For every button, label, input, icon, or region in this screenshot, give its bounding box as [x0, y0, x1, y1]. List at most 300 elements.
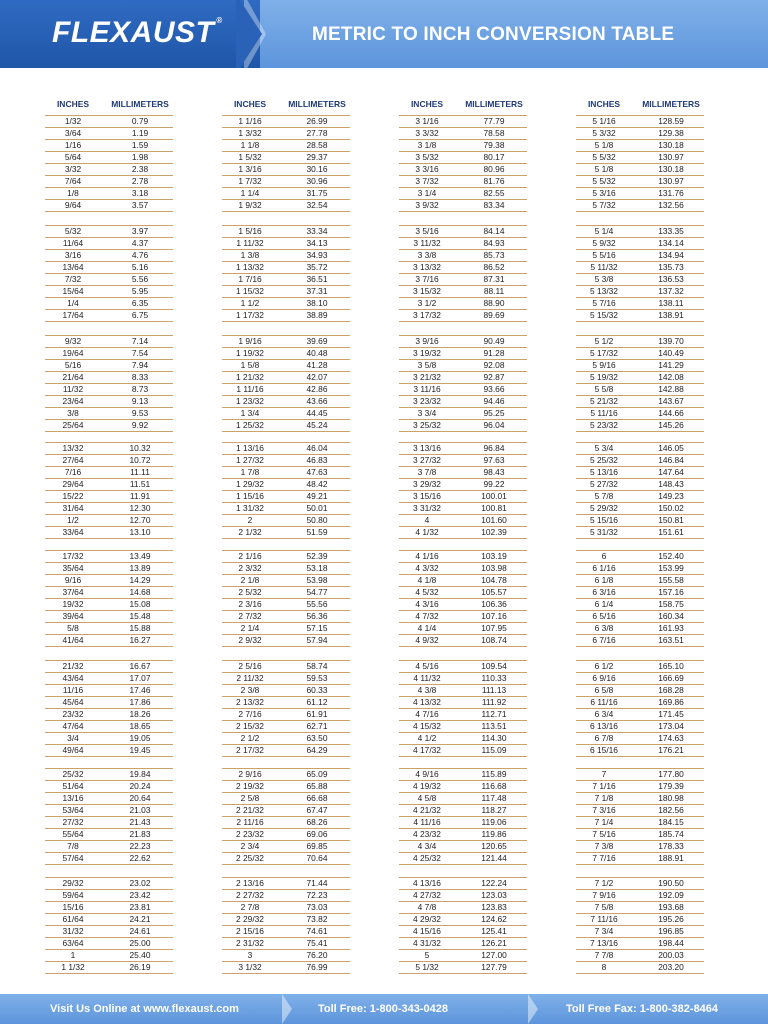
inches-cell: 2 7/32 [238, 611, 262, 621]
millimeters-cell: 107.95 [481, 623, 507, 633]
table-row [576, 709, 704, 721]
inches-cell: 57/64 [62, 853, 84, 863]
millimeters-cell: 9.53 [131, 408, 149, 418]
inches-cell: 5 9/16 [592, 360, 616, 370]
inches-cell: 4 21/32 [413, 805, 441, 815]
millimeters-cell: 13.10 [129, 527, 151, 537]
table-group [45, 660, 173, 757]
millimeters-cell: 196.85 [658, 926, 684, 936]
inches-cell: 2 19/32 [236, 781, 264, 791]
inches-cell: 5 3/8 [594, 274, 614, 284]
table-row [45, 599, 173, 611]
inches-cell: 21/32 [62, 661, 84, 671]
table-row [45, 853, 173, 865]
inches-cell: 1 7/16 [238, 274, 262, 284]
header-millimeters: MILLIMETERS [111, 99, 169, 109]
millimeters-cell: 46.04 [306, 443, 328, 453]
inches-cell: 5 1/16 [592, 116, 616, 126]
millimeters-cell: 24.61 [129, 926, 151, 936]
table-row [45, 372, 173, 384]
millimeters-cell: 11.91 [129, 491, 151, 501]
table-row [399, 611, 527, 623]
millimeters-cell: 100.81 [481, 503, 507, 513]
millimeters-cell: 178.33 [658, 841, 684, 851]
table-row [45, 660, 173, 673]
table-row [399, 335, 527, 348]
inches-cell: 6 3/16 [592, 587, 616, 597]
table-row [45, 262, 173, 274]
table-row [222, 550, 350, 563]
millimeters-cell: 108.74 [481, 635, 507, 645]
table-row [222, 938, 350, 950]
millimeters-cell: 127.00 [481, 950, 507, 960]
millimeters-cell: 76.99 [306, 962, 328, 972]
millimeters-cell: 126.21 [481, 938, 507, 948]
table-row [576, 128, 704, 140]
millimeters-cell: 188.91 [658, 853, 684, 863]
millimeters-cell: 41.28 [306, 360, 328, 370]
inches-cell: 3 13/16 [413, 443, 441, 453]
millimeters-cell: 112.71 [481, 709, 507, 719]
inches-cell: 6 9/16 [592, 673, 616, 683]
millimeters-cell: 12.30 [129, 503, 151, 513]
inches-cell: 43/64 [62, 673, 84, 683]
inches-cell: 55/64 [62, 829, 84, 839]
footer-arrow-1 [282, 994, 292, 1024]
millimeters-cell: 34.13 [306, 238, 328, 248]
millimeters-cell: 34.93 [306, 250, 328, 260]
inches-cell: 4 25/32 [413, 853, 441, 863]
millimeters-cell: 174.63 [658, 733, 684, 743]
inches-cell: 4 1/2 [417, 733, 437, 743]
millimeters-cell: 88.11 [483, 286, 505, 296]
inches-cell: 3 5/16 [415, 226, 439, 236]
table-row [45, 793, 173, 805]
millimeters-cell: 69.85 [306, 841, 328, 851]
millimeters-cell: 168.28 [658, 685, 684, 695]
millimeters-cell: 15.48 [129, 611, 151, 621]
inches-cell: 5 1/4 [594, 226, 614, 236]
table-row [399, 962, 527, 974]
millimeters-cell: 7.94 [131, 360, 149, 370]
inches-cell: 3 19/32 [413, 348, 441, 358]
table-row [399, 575, 527, 587]
table-group [45, 877, 173, 974]
table-row [576, 262, 704, 274]
millimeters-cell: 130.97 [658, 152, 684, 162]
inches-cell: 29/32 [62, 878, 84, 888]
inches-cell: 6 7/16 [592, 635, 616, 645]
table-row [45, 515, 173, 527]
millimeters-cell: 55.56 [306, 599, 328, 609]
inches-cell: 7/16 [64, 467, 82, 477]
millimeters-cell: 140.49 [658, 348, 684, 358]
footer-website[interactable]: Visit Us Online at www.flexaust.com [50, 1003, 239, 1015]
inches-cell: 3/64 [64, 128, 82, 138]
table-row [222, 902, 350, 914]
inches-cell: 6 5/8 [594, 685, 614, 695]
table-row [45, 635, 173, 647]
inches-cell: 4 7/16 [415, 709, 439, 719]
millimeters-cell: 109.54 [481, 661, 507, 671]
table-row [222, 587, 350, 599]
millimeters-cell: 122.24 [481, 878, 507, 888]
table-row [576, 442, 704, 455]
millimeters-cell: 103.98 [481, 563, 507, 573]
table-row [222, 721, 350, 733]
table-row [576, 623, 704, 635]
millimeters-cell: 148.43 [658, 479, 684, 489]
millimeters-cell: 124.62 [481, 914, 507, 924]
millimeters-cell: 73.03 [306, 902, 328, 912]
millimeters-cell: 19.45 [129, 745, 151, 755]
millimeters-cell: 4.76 [131, 250, 149, 260]
inches-cell: 5 21/32 [590, 396, 618, 406]
header-millimeters: MILLIMETERS [465, 99, 523, 109]
inches-cell: 2 9/32 [238, 635, 262, 645]
inches-cell: 45/64 [62, 697, 84, 707]
inches-cell: 3 31/32 [413, 503, 441, 513]
inches-cell: 3 17/32 [413, 310, 441, 320]
header-millimeters: MILLIMETERS [642, 99, 700, 109]
table-row [399, 467, 527, 479]
millimeters-cell: 28.58 [306, 140, 328, 150]
inches-cell: 5 3/16 [592, 188, 616, 198]
inches-cell: 1 3/8 [240, 250, 260, 260]
inches-cell: 7/64 [64, 176, 82, 186]
millimeters-cell: 6.35 [131, 298, 149, 308]
table-row [576, 611, 704, 623]
table-row [576, 563, 704, 575]
millimeters-cell: 143.67 [658, 396, 684, 406]
inches-cell: 49/64 [62, 745, 84, 755]
inches-cell: 7 3/4 [594, 926, 614, 936]
table-row [399, 902, 527, 914]
inches-cell: 1 31/32 [236, 503, 264, 513]
table-row [222, 611, 350, 623]
millimeters-cell: 79.38 [483, 140, 505, 150]
table-row [576, 817, 704, 829]
millimeters-cell: 177.80 [658, 769, 684, 779]
table-row [576, 962, 704, 974]
table-row [222, 733, 350, 745]
millimeters-cell: 173.04 [658, 721, 684, 731]
table-row [45, 360, 173, 372]
table-row [222, 575, 350, 587]
table-row [222, 250, 350, 262]
table-row [576, 335, 704, 348]
millimeters-cell: 87.31 [483, 274, 505, 284]
inches-cell: 3 7/16 [415, 274, 439, 284]
millimeters-cell: 14.29 [129, 575, 151, 585]
inches-cell: 1 5/16 [238, 226, 262, 236]
table-row [399, 372, 527, 384]
inches-cell: 7 11/16 [590, 914, 618, 924]
inches-cell: 5 11/32 [590, 262, 618, 272]
millimeters-cell: 3.97 [131, 226, 149, 236]
table-row [45, 396, 173, 408]
inches-cell: 2 11/32 [236, 673, 264, 683]
millimeters-cell: 66.68 [306, 793, 328, 803]
inches-cell: 4 17/32 [413, 745, 441, 755]
inches-cell: 3 15/16 [413, 491, 441, 501]
inches-cell: 17/32 [62, 551, 84, 561]
table-row [576, 673, 704, 685]
millimeters-cell: 111.92 [481, 697, 507, 707]
millimeters-cell: 185.74 [658, 829, 684, 839]
table-row [576, 115, 704, 128]
millimeters-cell: 3.57 [131, 200, 149, 210]
millimeters-cell: 10.32 [129, 443, 151, 453]
table-row [399, 286, 527, 298]
table-row [222, 188, 350, 200]
table-group [222, 660, 350, 757]
inches-cell: 6 5/16 [592, 611, 616, 621]
millimeters-cell: 11.51 [129, 479, 151, 489]
millimeters-cell: 163.51 [658, 635, 684, 645]
millimeters-cell: 17.07 [129, 673, 151, 683]
table-row [45, 527, 173, 539]
millimeters-cell: 30.16 [306, 164, 328, 174]
inches-cell: 1 27/32 [236, 455, 264, 465]
inches-cell: 3 1/8 [417, 140, 437, 150]
table-row [399, 926, 527, 938]
table-row [45, 563, 173, 575]
inches-cell: 5 7/16 [592, 298, 616, 308]
inches-cell: 2 5/8 [240, 793, 260, 803]
header-millimeters: MILLIMETERS [288, 99, 346, 109]
table-row [576, 877, 704, 890]
table-row [399, 781, 527, 793]
millimeters-cell: 179.39 [658, 781, 684, 791]
millimeters-cell: 23.42 [129, 890, 151, 900]
table-row [399, 685, 527, 697]
millimeters-cell: 93.66 [483, 384, 505, 394]
table-row [399, 550, 527, 563]
table-group [576, 768, 704, 865]
millimeters-cell: 52.39 [306, 551, 328, 561]
table-row [222, 635, 350, 647]
inches-cell: 1 15/16 [236, 491, 264, 501]
table-row [222, 384, 350, 396]
inches-cell: 1 7/8 [240, 467, 260, 477]
header-inches: INCHES [410, 99, 444, 109]
millimeters-cell: 90.49 [483, 336, 505, 346]
inches-cell: 4 13/32 [413, 697, 441, 707]
inches-cell: 1 13/16 [236, 443, 264, 453]
table-row [576, 793, 704, 805]
inches-cell: 9/64 [64, 200, 82, 210]
millimeters-cell: 165.10 [658, 661, 684, 671]
inches-cell: 6 11/16 [590, 697, 618, 707]
millimeters-cell: 123.83 [481, 902, 507, 912]
table-row [399, 914, 527, 926]
millimeters-cell: 107.16 [481, 611, 507, 621]
inches-cell: 3 23/32 [413, 396, 441, 406]
table-row [576, 805, 704, 817]
millimeters-cell: 75.41 [306, 938, 328, 948]
table-group [399, 335, 527, 432]
table-row [45, 685, 173, 697]
millimeters-cell: 94.46 [483, 396, 505, 406]
inches-cell: 25/64 [62, 420, 84, 430]
table-row [45, 733, 173, 745]
table-row [399, 348, 527, 360]
inches-cell: 11/16 [62, 685, 84, 695]
millimeters-cell: 121.44 [481, 853, 507, 863]
inches-cell: 7 13/16 [590, 938, 618, 948]
footer-phone: Toll Free: 1-800-343-0428 [318, 1003, 449, 1015]
millimeters-cell: 117.48 [481, 793, 507, 803]
table-group [45, 442, 173, 539]
inches-cell: 4 13/16 [413, 878, 441, 888]
table-row [45, 877, 173, 890]
inches-cell: 3/8 [67, 408, 79, 418]
millimeters-cell: 56.36 [306, 611, 328, 621]
inches-cell: 5/64 [64, 152, 82, 162]
millimeters-cell: 130.18 [658, 140, 684, 150]
inches-cell: 33/64 [62, 527, 84, 537]
inches-cell: 3 1/16 [415, 116, 439, 126]
table-row [222, 673, 350, 685]
inches-cell: 15/64 [62, 286, 84, 296]
inches-cell: 2 13/16 [236, 878, 264, 888]
table-row [222, 176, 350, 188]
inches-cell: 5 7/8 [594, 491, 614, 501]
table-row [45, 817, 173, 829]
inches-cell: 5 5/32 [592, 152, 616, 162]
table-row [576, 372, 704, 384]
inches-cell: 4 5/8 [417, 793, 437, 803]
inches-cell: 7 5/16 [592, 829, 616, 839]
table-row [399, 408, 527, 420]
millimeters-cell: 58.74 [306, 661, 328, 671]
inches-cell: 2 1/16 [238, 551, 262, 561]
page-title: METRIC TO INCH CONVERSION TABLE [312, 24, 675, 45]
millimeters-cell: 13.89 [129, 563, 151, 573]
millimeters-cell: 47.63 [306, 467, 328, 477]
table-row [576, 479, 704, 491]
inches-cell: 2 3/4 [240, 841, 260, 851]
millimeters-cell: 15.88 [129, 623, 151, 633]
table-row [222, 829, 350, 841]
inches-cell: 1 11/16 [236, 384, 264, 394]
inches-cell: 1 25/32 [236, 420, 264, 430]
table-group [45, 225, 173, 322]
table-group [576, 335, 704, 432]
millimeters-cell: 23.02 [129, 878, 151, 888]
millimeters-cell: 20.24 [129, 781, 151, 791]
inches-cell: 1 15/32 [236, 286, 264, 296]
inches-cell: 27/32 [62, 817, 84, 827]
millimeters-cell: 37.31 [306, 286, 328, 296]
inches-cell: 3 15/32 [413, 286, 441, 296]
millimeters-cell: 53.98 [306, 575, 328, 585]
millimeters-cell: 86.52 [483, 262, 505, 272]
table-row [45, 709, 173, 721]
inches-cell: 5 1/8 [594, 164, 614, 174]
inches-cell: 3/16 [64, 250, 82, 260]
table-row [399, 274, 527, 286]
inches-cell: 1 5/8 [240, 360, 260, 370]
inches-cell: 2 5/16 [238, 661, 262, 671]
millimeters-cell: 24.21 [129, 914, 151, 924]
inches-cell: 1 9/16 [238, 336, 262, 346]
millimeters-cell: 14.68 [129, 587, 151, 597]
table-row [576, 200, 704, 212]
inches-cell: 5 11/16 [590, 408, 618, 418]
inches-cell: 11/64 [62, 238, 84, 248]
table-row [222, 225, 350, 238]
millimeters-cell: 10.72 [129, 455, 151, 465]
table-row [45, 491, 173, 503]
millimeters-cell: 104.78 [481, 575, 507, 585]
millimeters-cell: 127.79 [481, 962, 507, 972]
table-row [45, 348, 173, 360]
millimeters-cell: 78.58 [483, 128, 505, 138]
millimeters-cell: 101.60 [481, 515, 507, 525]
table-row [45, 274, 173, 286]
inches-cell: 2 15/32 [236, 721, 264, 731]
millimeters-cell: 138.11 [658, 298, 684, 308]
millimeters-cell: 105.57 [481, 587, 507, 597]
inches-cell: 2 3/16 [238, 599, 262, 609]
inches-cell: 2 5/32 [238, 587, 262, 597]
inches-cell: 1/16 [64, 140, 82, 150]
millimeters-cell: 98.43 [483, 467, 505, 477]
table-group [222, 335, 350, 432]
inches-cell: 8 [601, 962, 607, 972]
inches-cell: 2 27/32 [236, 890, 264, 900]
table-row [399, 709, 527, 721]
millimeters-cell: 64.29 [306, 745, 328, 755]
millimeters-cell: 83.34 [483, 200, 505, 210]
inches-cell: 5 15/16 [590, 515, 618, 525]
inches-cell: 9/32 [64, 336, 82, 346]
millimeters-cell: 25.40 [129, 950, 151, 960]
table-row [399, 938, 527, 950]
table-row [399, 298, 527, 310]
millimeters-cell: 42.07 [306, 372, 328, 382]
inches-cell: 3 1/4 [417, 188, 437, 198]
inches-cell: 5 31/32 [590, 527, 618, 537]
header-inches: INCHES [233, 99, 267, 109]
millimeters-cell: 50.80 [306, 515, 328, 525]
table-group [576, 442, 704, 539]
millimeters-cell: 80.17 [483, 152, 505, 162]
table-row [576, 310, 704, 322]
inches-cell: 1 19/32 [236, 348, 264, 358]
table-row [576, 890, 704, 902]
table-row [576, 697, 704, 709]
table-row [399, 587, 527, 599]
table-row [222, 372, 350, 384]
millimeters-cell: 32.54 [306, 200, 328, 210]
millimeters-cell: 42.86 [306, 384, 328, 394]
table-row [222, 853, 350, 865]
millimeters-cell: 81.76 [483, 176, 505, 186]
table-row [45, 250, 173, 262]
millimeters-cell: 60.33 [306, 685, 328, 695]
inches-cell: 1 1/32 [61, 962, 85, 972]
millimeters-cell: 92.87 [483, 372, 505, 382]
table-row [222, 140, 350, 152]
inches-cell: 4 15/32 [413, 721, 441, 731]
inches-cell: 5 1/2 [594, 336, 614, 346]
inches-cell: 3 27/32 [413, 455, 441, 465]
inches-cell: 3 7/32 [415, 176, 439, 186]
inches-cell: 6 3/4 [594, 709, 614, 719]
